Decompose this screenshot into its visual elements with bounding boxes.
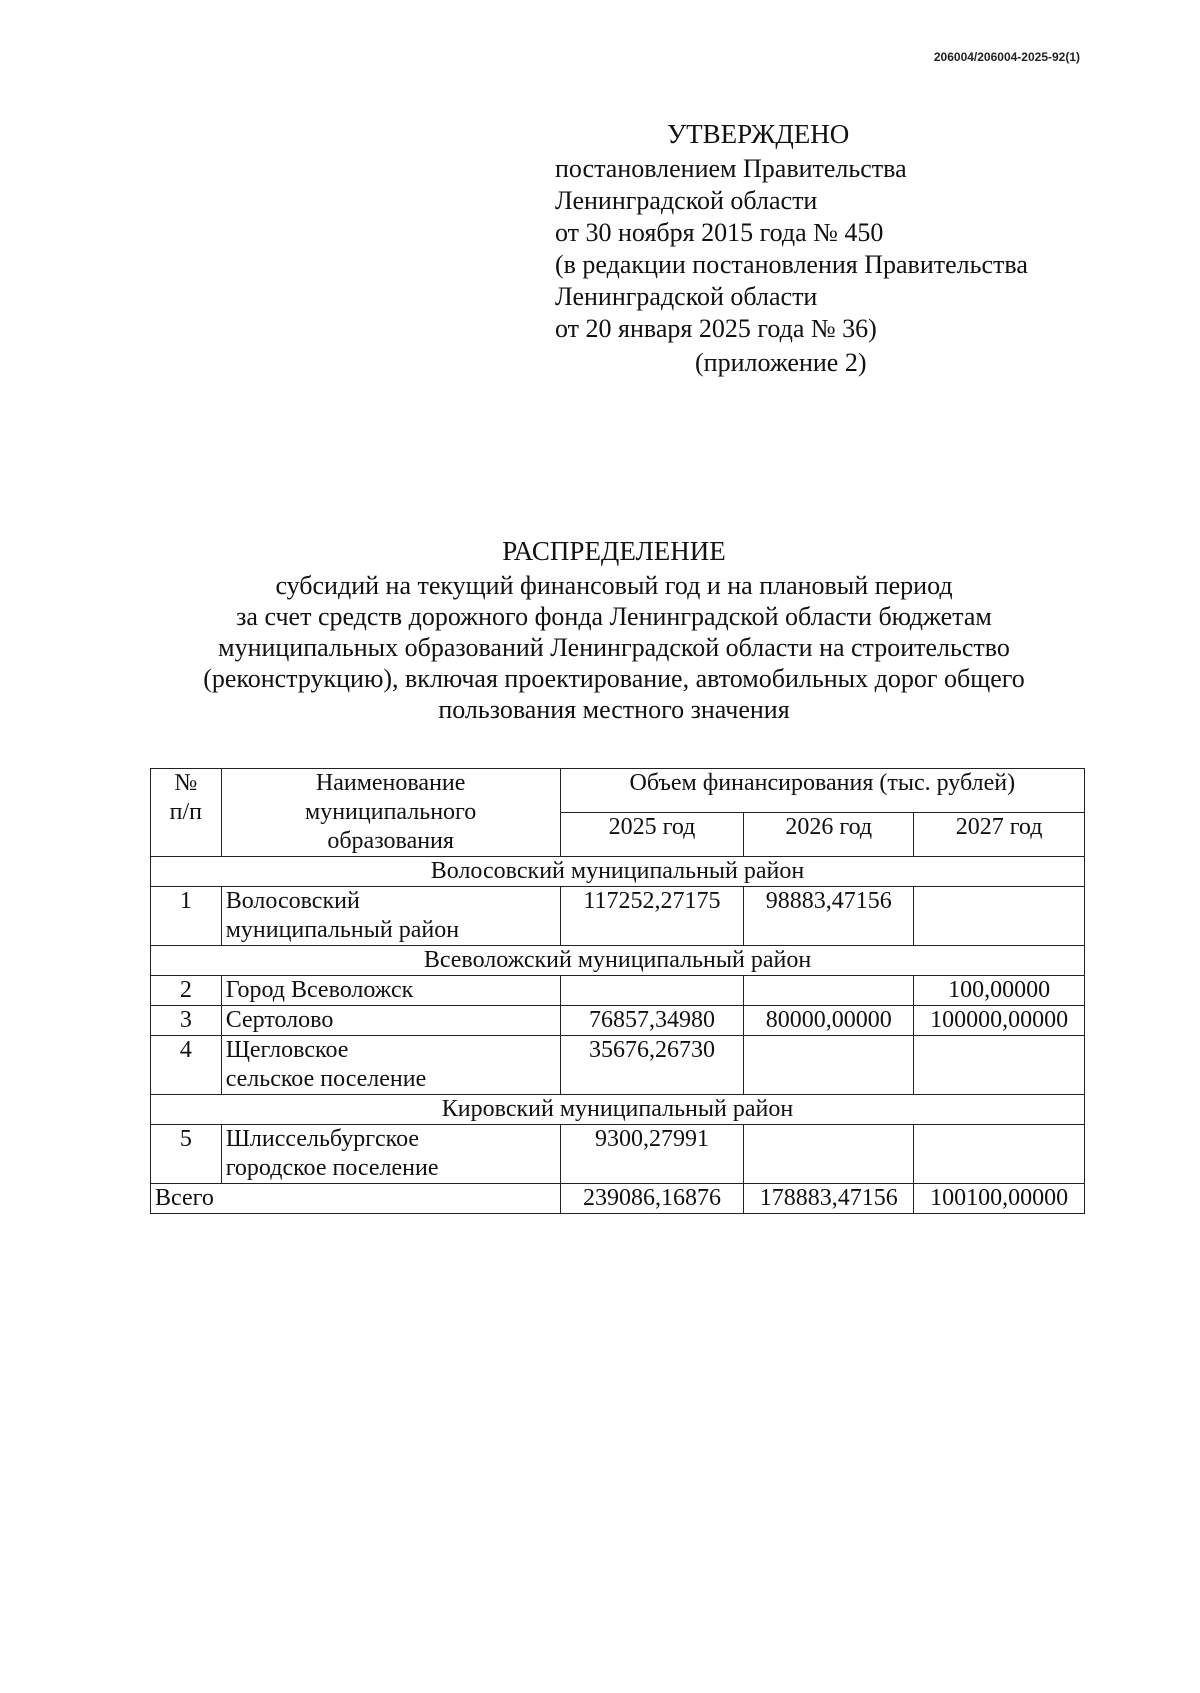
header-name-line: образования (327, 828, 454, 854)
row-value-2026 (744, 976, 914, 1006)
row-name-line: муниципальный район (225, 917, 460, 943)
distribution-table (150, 768, 1085, 1214)
row-name: Сертолово (221, 1006, 560, 1036)
row-value-2025: 35676,26730 (560, 1036, 744, 1095)
document-title: РАСПРЕДЕЛЕНИЕ (502, 536, 726, 566)
row-number: 3 (151, 1006, 222, 1036)
table-row (151, 1006, 1085, 1036)
approval-line: Ленинградской области (555, 282, 818, 311)
row-value-2026 (744, 1125, 914, 1184)
table-row (151, 887, 1085, 946)
row-value-2025 (560, 976, 744, 1006)
row-value-2025: 76857,34980 (560, 1006, 744, 1036)
row-value-2026 (744, 1036, 914, 1095)
row-value-2026: 80000,00000 (744, 1006, 914, 1036)
header-number-line: № (174, 770, 198, 796)
group-row (151, 1095, 1085, 1125)
row-name-line: Волосовский (225, 888, 360, 914)
row-name-line: Шлиссельбургское (225, 1126, 420, 1152)
table-row (151, 1036, 1085, 1095)
row-name-line: городское поселение (225, 1155, 439, 1181)
total-row (151, 1184, 1085, 1214)
header-year-2025: 2025 год (560, 813, 744, 857)
approval-line: Ленинградской области (555, 186, 818, 215)
total-label: Всего (151, 1184, 561, 1214)
row-number: 2 (151, 976, 222, 1006)
header-year-2027: 2027 год (914, 813, 1085, 857)
header-name-line: муниципального (305, 799, 477, 825)
total-value-2027: 100100,00000 (914, 1184, 1085, 1214)
header-name (221, 769, 560, 857)
heading-line: пользования местного значения (438, 695, 790, 724)
group-name: Всеволожский муниципальный район (151, 946, 1085, 976)
group-name: Кировский муниципальный район (151, 1095, 1085, 1125)
header-name-line: Наименование (315, 770, 466, 796)
row-number: 5 (151, 1125, 222, 1184)
total-value-2026: 178883,47156 (744, 1184, 914, 1214)
group-row (151, 857, 1085, 887)
heading-line: за счет средств дорожного фонда Ленинградской области бюджетам (236, 602, 992, 631)
row-value-2027 (914, 887, 1085, 946)
row-value-2025: 9300,27991 (560, 1125, 744, 1184)
heading-line: (реконструкцию), включая проектирование, автомобильных дорог общего (203, 664, 1025, 693)
total-value-2025: 239086,16876 (560, 1184, 744, 1214)
row-value-2027: 100,00000 (914, 976, 1085, 1006)
document-id: 206004/206004-2025-92(1) (933, 50, 1080, 64)
approval-line: от 20 января 2025 года № 36) (555, 314, 877, 343)
table-row (151, 1125, 1085, 1184)
table-header-row (151, 769, 1085, 813)
row-value-2026: 98883,47156 (744, 887, 914, 946)
row-name (221, 1125, 560, 1184)
row-value-2027 (914, 1036, 1085, 1095)
heading-line: субсидий на текущий финансовый год и на плановый период (275, 571, 953, 600)
row-name (221, 1036, 560, 1095)
row-number: 4 (151, 1036, 222, 1095)
row-name-line: сельское поселение (225, 1066, 427, 1092)
row-name: Город Всеволожск (221, 976, 560, 1006)
document-heading (150, 536, 1078, 725)
group-name: Волосовский муниципальный район (151, 857, 1085, 887)
approval-block (555, 118, 1075, 379)
header-number (151, 769, 222, 857)
row-value-2027 (914, 1125, 1085, 1184)
row-name (221, 887, 560, 946)
header-year-2026: 2026 год (744, 813, 914, 857)
approval-line: от 30 ноября 2015 года № 450 (555, 218, 884, 247)
group-row (151, 946, 1085, 976)
header-funding: Объем финансирования (тыс. рублей) (560, 769, 1084, 813)
header-number-line: п/п (169, 799, 203, 825)
approval-line: (в редакции постановления Правительства (555, 250, 1028, 279)
table-row (151, 976, 1085, 1006)
row-value-2025: 117252,27175 (560, 887, 744, 946)
row-value-2027: 100000,00000 (914, 1006, 1085, 1036)
row-name-line: Щегловское (225, 1037, 349, 1063)
appendix-label: (приложение 2) (695, 348, 867, 377)
row-number: 1 (151, 887, 222, 946)
approval-line: постановлением Правительства (555, 154, 907, 183)
approval-title: УТВЕРЖДЕНО (667, 119, 850, 149)
heading-line: муниципальных образований Ленинградской области на строительство (218, 633, 1010, 662)
